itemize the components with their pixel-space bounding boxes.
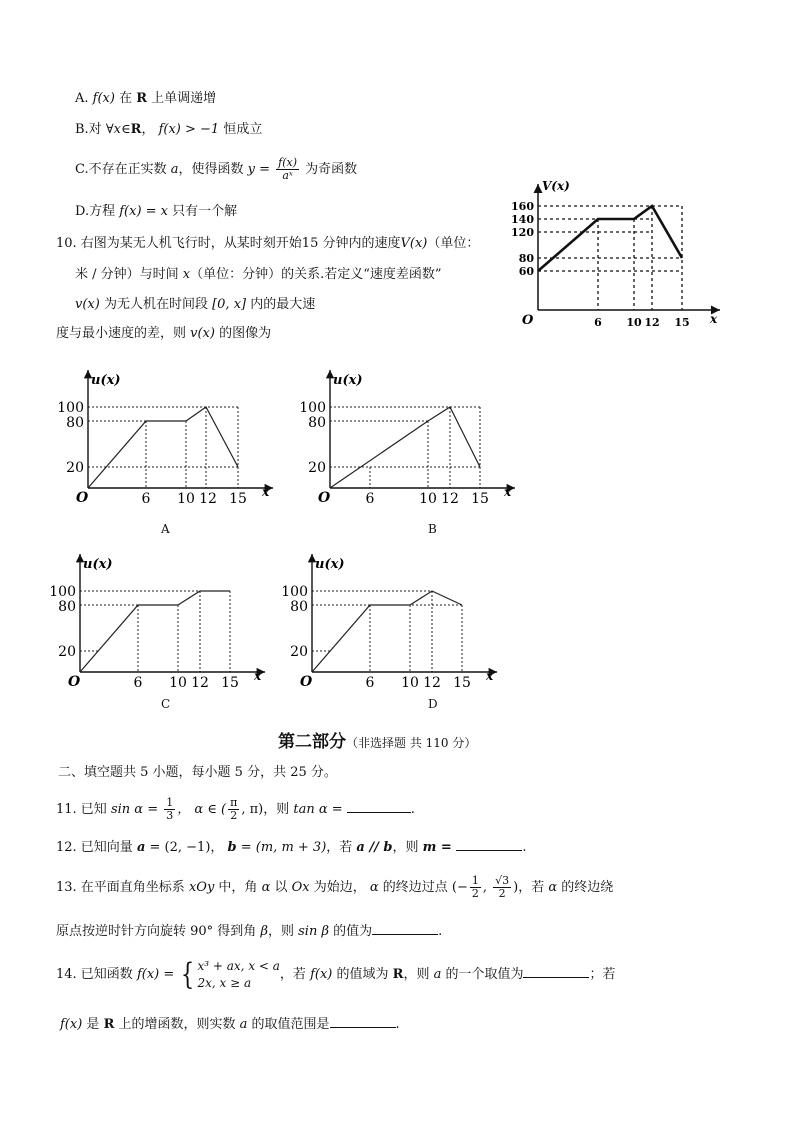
x-tick-10: 10 [169, 675, 187, 688]
answer-blank[interactable] [330, 1015, 396, 1028]
option-graph-a [48, 364, 288, 504]
y-tick-100: 100 [57, 400, 84, 416]
curve-a [88, 407, 238, 488]
answer-blank[interactable] [523, 965, 589, 978]
question-14-line2: f(x) 是 R 上的增函数，则实数 a 的取值范围是 . [60, 1017, 400, 1032]
y-tick-140: 140 [511, 213, 534, 226]
q10-line2: 米 / 分钟）与时间 x（单位：分钟）的关系.若定义“速度差函数” [75, 267, 442, 282]
y-tick-20: 20 [308, 460, 326, 476]
option-graph-d [272, 548, 512, 688]
y-tick-100: 100 [49, 584, 76, 600]
origin-label: O [300, 674, 313, 688]
option-graph-c [40, 548, 280, 688]
y-tick-80: 80 [290, 599, 308, 615]
answer-blank[interactable] [347, 800, 411, 813]
guide-lines [330, 407, 480, 488]
fraction: $\frac{f(x)}{\text{aˣ}}$ [278, 156, 298, 182]
x-tick-10: 10 [419, 491, 437, 504]
x-tick-15: 15 [229, 491, 247, 504]
question-13-line1: 13. 在平面直角坐标系 xOy 中，角 α 以 Ox 为始边， α 的终边过点 (− $\frac{1}{2}$ , $\frac{√3}{2}$ )，若 α 的终边绕 [56, 874, 614, 900]
q10-line3: v(x) 为无人机在时间段 [0, x] 内的最大速 [75, 297, 316, 312]
x-tick-12: 12 [441, 491, 459, 504]
x-tick-10: 10 [401, 675, 419, 688]
y-axis-label: u(x) [91, 373, 121, 388]
x-tick-6: 6 [365, 675, 375, 688]
x-tick-10: 10 [626, 316, 642, 329]
option-label-c: C [161, 697, 171, 711]
x-axis-label: x [504, 485, 512, 499]
curve-b [330, 407, 480, 488]
x-tick-12: 12 [191, 675, 209, 688]
option-d-q9: D.方程 f(x) = x 只有一个解 [75, 204, 238, 219]
question-12: 12. 已知向量 a = (2, −1)， b = (m, m + 3)，若 a // b，则 m = . [56, 840, 527, 855]
x-tick-6: 6 [141, 491, 151, 504]
curve-d [312, 591, 462, 672]
option-a-q9: A. f(x) 在 R 上单调递增 [75, 91, 217, 106]
option-b-q9: B.对 ∀x∈R， f(x) > −1 恒成立 [75, 122, 263, 137]
guide-lines [88, 407, 238, 488]
option-label-a: A [161, 522, 170, 536]
guide-lines [80, 591, 230, 672]
y-tick-80: 80 [66, 415, 84, 431]
x-tick-15: 15 [221, 675, 239, 688]
y-tick-100: 100 [299, 400, 326, 416]
y-tick-160: 160 [511, 200, 534, 213]
fraction: $\frac{1}{2}$ [471, 874, 479, 900]
fraction: $\frac{√3}{2}$ [495, 874, 510, 900]
origin-label: O [76, 490, 89, 504]
y-axis-label: u(x) [315, 557, 345, 572]
piecewise-cases: x³ + ax, x < a 2x, x ≥ a [197, 958, 280, 990]
x-tick-15: 15 [674, 316, 690, 329]
x-axis-label: x [262, 485, 270, 499]
q10-line4: 度与最小速度的差，则 v(x) 的图像为 [56, 326, 272, 341]
x-axis-label: x [486, 669, 494, 683]
y-tick-80: 80 [58, 599, 76, 615]
option-c-q9: C.不存在正实数 a，使得函数 y = $\frac{f(x)}{\text{aˣ}}$ 为奇函数 [75, 156, 358, 182]
y-axis-label: u(x) [83, 557, 113, 572]
x-tick-10: 10 [177, 491, 195, 504]
x-axis-label: x [710, 312, 718, 326]
guide-lines [312, 591, 462, 672]
x-tick-12: 12 [644, 316, 660, 329]
y-tick-120: 120 [511, 226, 534, 239]
x-tick-12: 12 [199, 491, 217, 504]
answer-blank[interactable] [372, 922, 438, 935]
question-11: 11. 已知 sin α = $\frac{1}{3}$ ， α ∈ ( $\frac{\pi}{2}$ , π)，则 tan α = . [56, 796, 415, 822]
x-tick-12: 12 [423, 675, 441, 688]
y-tick-80: 80 [308, 415, 326, 431]
section-heading: 第二部分（非选择题 共 110 分） [278, 732, 477, 752]
x-tick-6: 6 [594, 316, 602, 329]
curve-c [80, 591, 230, 672]
velocity-graph [510, 176, 730, 336]
x-tick-6: 6 [365, 491, 375, 504]
origin-label: O [318, 490, 331, 504]
fraction: $\frac{\pi}{2}$ [230, 796, 238, 822]
question-14-line1: 14. 已知函数 f(x) = { x³ + ax, x < a 2x, x ≥ a ，若 f(x) 的值域为 R，则 a 的一个取值为 ；若 [56, 956, 616, 992]
q10-line1: 10. 右图为某无人机飞行时，从某时刻开始15 分钟内的速度V(x)（单位： [56, 236, 480, 251]
origin-label: O [68, 674, 81, 688]
section-instructions: 二、填空题共 5 小题，每小题 5 分，共 25 分。 [58, 765, 337, 780]
question-13-line2: 原点按逆时针方向旋转 90° 得到角 β，则 sin β 的值为 . [56, 924, 443, 939]
y-tick-20: 20 [66, 460, 84, 476]
x-tick-15: 15 [471, 491, 489, 504]
y-axis-label: V(x) [542, 179, 570, 193]
answer-blank[interactable] [456, 838, 522, 851]
y-tick-100: 100 [281, 584, 308, 600]
x-axis-label: x [254, 669, 262, 683]
fraction: $\frac{1}{3}$ [166, 796, 174, 822]
y-tick-60: 60 [518, 265, 534, 278]
y-tick-20: 20 [58, 644, 76, 660]
option-label-d: D [428, 697, 438, 711]
x-tick-15: 15 [453, 675, 471, 688]
velocity-curve [538, 206, 682, 271]
option-graph-b [290, 364, 530, 504]
brace-symbol: { [181, 956, 195, 992]
y-axis-label: u(x) [333, 373, 363, 388]
x-tick-6: 6 [133, 675, 143, 688]
origin-label: O [522, 313, 534, 328]
option-label-b: B [428, 522, 437, 536]
y-tick-20: 20 [290, 644, 308, 660]
y-tick-80: 80 [518, 252, 534, 265]
